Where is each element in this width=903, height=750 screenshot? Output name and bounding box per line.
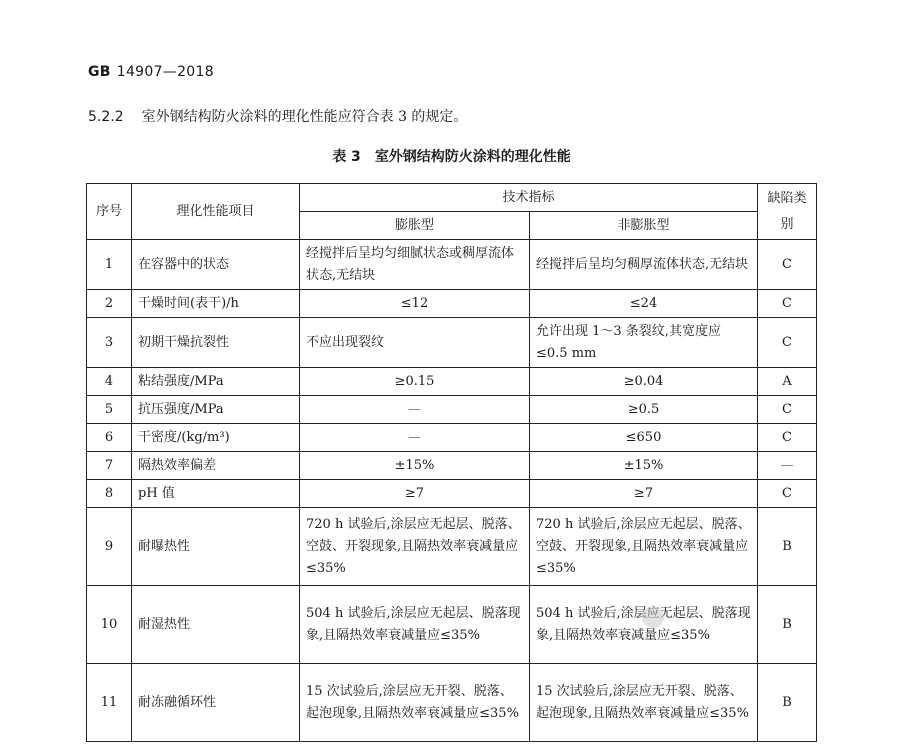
clause-text: 室外钢结构防火涂料的理化性能应符合表 3 的规定。 (141, 109, 468, 125)
header-non-intumescent: 非膨胀型 (530, 212, 758, 240)
table-row (87, 664, 817, 742)
row-item: pH 值 (132, 480, 300, 508)
table-row (87, 480, 817, 508)
watermark-dot (642, 606, 664, 628)
row-category: C (758, 396, 817, 424)
row-non-intumescent-value: ≥0.04 (530, 368, 758, 396)
row-non-intumescent-value: ≥7 (530, 480, 758, 508)
standard-code (88, 64, 214, 80)
clause-paragraph (88, 106, 467, 126)
row-non-intumescent-value: 15 次试验后,涂层应无开裂、脱落、起泡现象,且隔热效率衰减量应≤35% (530, 664, 758, 742)
row-item: 粘结强度/MPa (132, 368, 300, 396)
row-category: C (758, 318, 817, 368)
row-category: C (758, 240, 817, 290)
row-category: B (758, 586, 817, 664)
table-row (87, 240, 817, 290)
row-intumescent-value: ±15% (300, 452, 530, 480)
row-non-intumescent-value: 504 h 试验后,涂层应无起层、脱落现象,且隔热效率衰减量应≤35% (530, 586, 758, 664)
row-seq: 7 (87, 452, 132, 480)
row-item: 干燥时间(表干)/h (132, 290, 300, 318)
row-seq: 1 (87, 240, 132, 290)
header-seq: 序号 (87, 184, 132, 240)
row-seq: 3 (87, 318, 132, 368)
row-intumescent-value: ≤12 (300, 290, 530, 318)
row-item: 初期干燥抗裂性 (132, 318, 300, 368)
table-row (87, 396, 817, 424)
row-category: C (758, 424, 817, 452)
table-title: 室外钢结构防火涂料的理化性能 (374, 149, 571, 165)
row-intumescent-value: 经搅拌后呈均匀细腻状态或稠厚流体状态,无结块 (300, 240, 530, 290)
table-row (87, 508, 817, 586)
row-category: B (758, 664, 817, 742)
row-item: 干密度/(kg/m³) (132, 424, 300, 452)
table-row (87, 318, 817, 368)
row-intumescent-value: ≥0.15 (300, 368, 530, 396)
row-seq: 10 (87, 586, 132, 664)
row-item: 在容器中的状态 (132, 240, 300, 290)
properties-table (86, 183, 817, 742)
row-category: A (758, 368, 817, 396)
row-intumescent-value: 不应出现裂纹 (300, 318, 530, 368)
row-seq: 5 (87, 396, 132, 424)
table-row (87, 452, 817, 480)
row-intumescent-value: 504 h 试验后,涂层应无起层、脱落现象,且隔热效率衰减量应≤35% (300, 586, 530, 664)
row-seq: 2 (87, 290, 132, 318)
row-seq: 6 (87, 424, 132, 452)
row-item: 抗压强度/MPa (132, 396, 300, 424)
row-intumescent-value: ≥7 (300, 480, 530, 508)
row-category: — (758, 452, 817, 480)
header-item: 理化性能项目 (132, 184, 300, 240)
header-defect-category: 缺陷类别 (758, 184, 817, 240)
row-non-intumescent-value: ≤24 (530, 290, 758, 318)
table-row (87, 290, 817, 318)
standard-prefix: GB (88, 64, 111, 80)
row-item: 隔热效率偏差 (132, 452, 300, 480)
row-intumescent-value: 15 次试验后,涂层应无开裂、脱落、起泡现象,且隔热效率衰减量应≤35% (300, 664, 530, 742)
table-number: 表 3 (332, 149, 361, 165)
table-caption (0, 146, 903, 166)
row-seq: 11 (87, 664, 132, 742)
row-category: C (758, 480, 817, 508)
row-non-intumescent-value: 允许出现 1～3 条裂纹,其宽度应≤0.5 mm (530, 318, 758, 368)
row-non-intumescent-value: ≤650 (530, 424, 758, 452)
header-intumescent: 膨胀型 (300, 212, 530, 240)
row-item: 耐冻融循环性 (132, 664, 300, 742)
row-non-intumescent-value: ≥0.5 (530, 396, 758, 424)
row-non-intumescent-value: 经搅拌后呈均匀稠厚流体状态,无结块 (530, 240, 758, 290)
row-intumescent-value: — (300, 424, 530, 452)
clause-number: 5.2.2 (88, 109, 124, 125)
row-intumescent-value: — (300, 396, 530, 424)
table-row (87, 586, 817, 664)
row-seq: 8 (87, 480, 132, 508)
table-row (87, 368, 817, 396)
row-item: 耐曝热性 (132, 508, 300, 586)
row-category: C (758, 290, 817, 318)
row-item: 耐湿热性 (132, 586, 300, 664)
table-header-row (87, 184, 817, 212)
row-seq: 4 (87, 368, 132, 396)
row-non-intumescent-value: ±15% (530, 452, 758, 480)
table-row (87, 424, 817, 452)
row-non-intumescent-value: 720 h 试验后,涂层应无起层、脱落、空鼓、开裂现象,且隔热效率衰减量应≤35% (530, 508, 758, 586)
row-intumescent-value: 720 h 试验后,涂层应无起层、脱落、空鼓、开裂现象,且隔热效率衰减量应≤35% (300, 508, 530, 586)
row-category: B (758, 508, 817, 586)
row-seq: 9 (87, 508, 132, 586)
header-tech-index: 技术指标 (300, 184, 758, 212)
standard-number: 14907—2018 (116, 64, 214, 80)
